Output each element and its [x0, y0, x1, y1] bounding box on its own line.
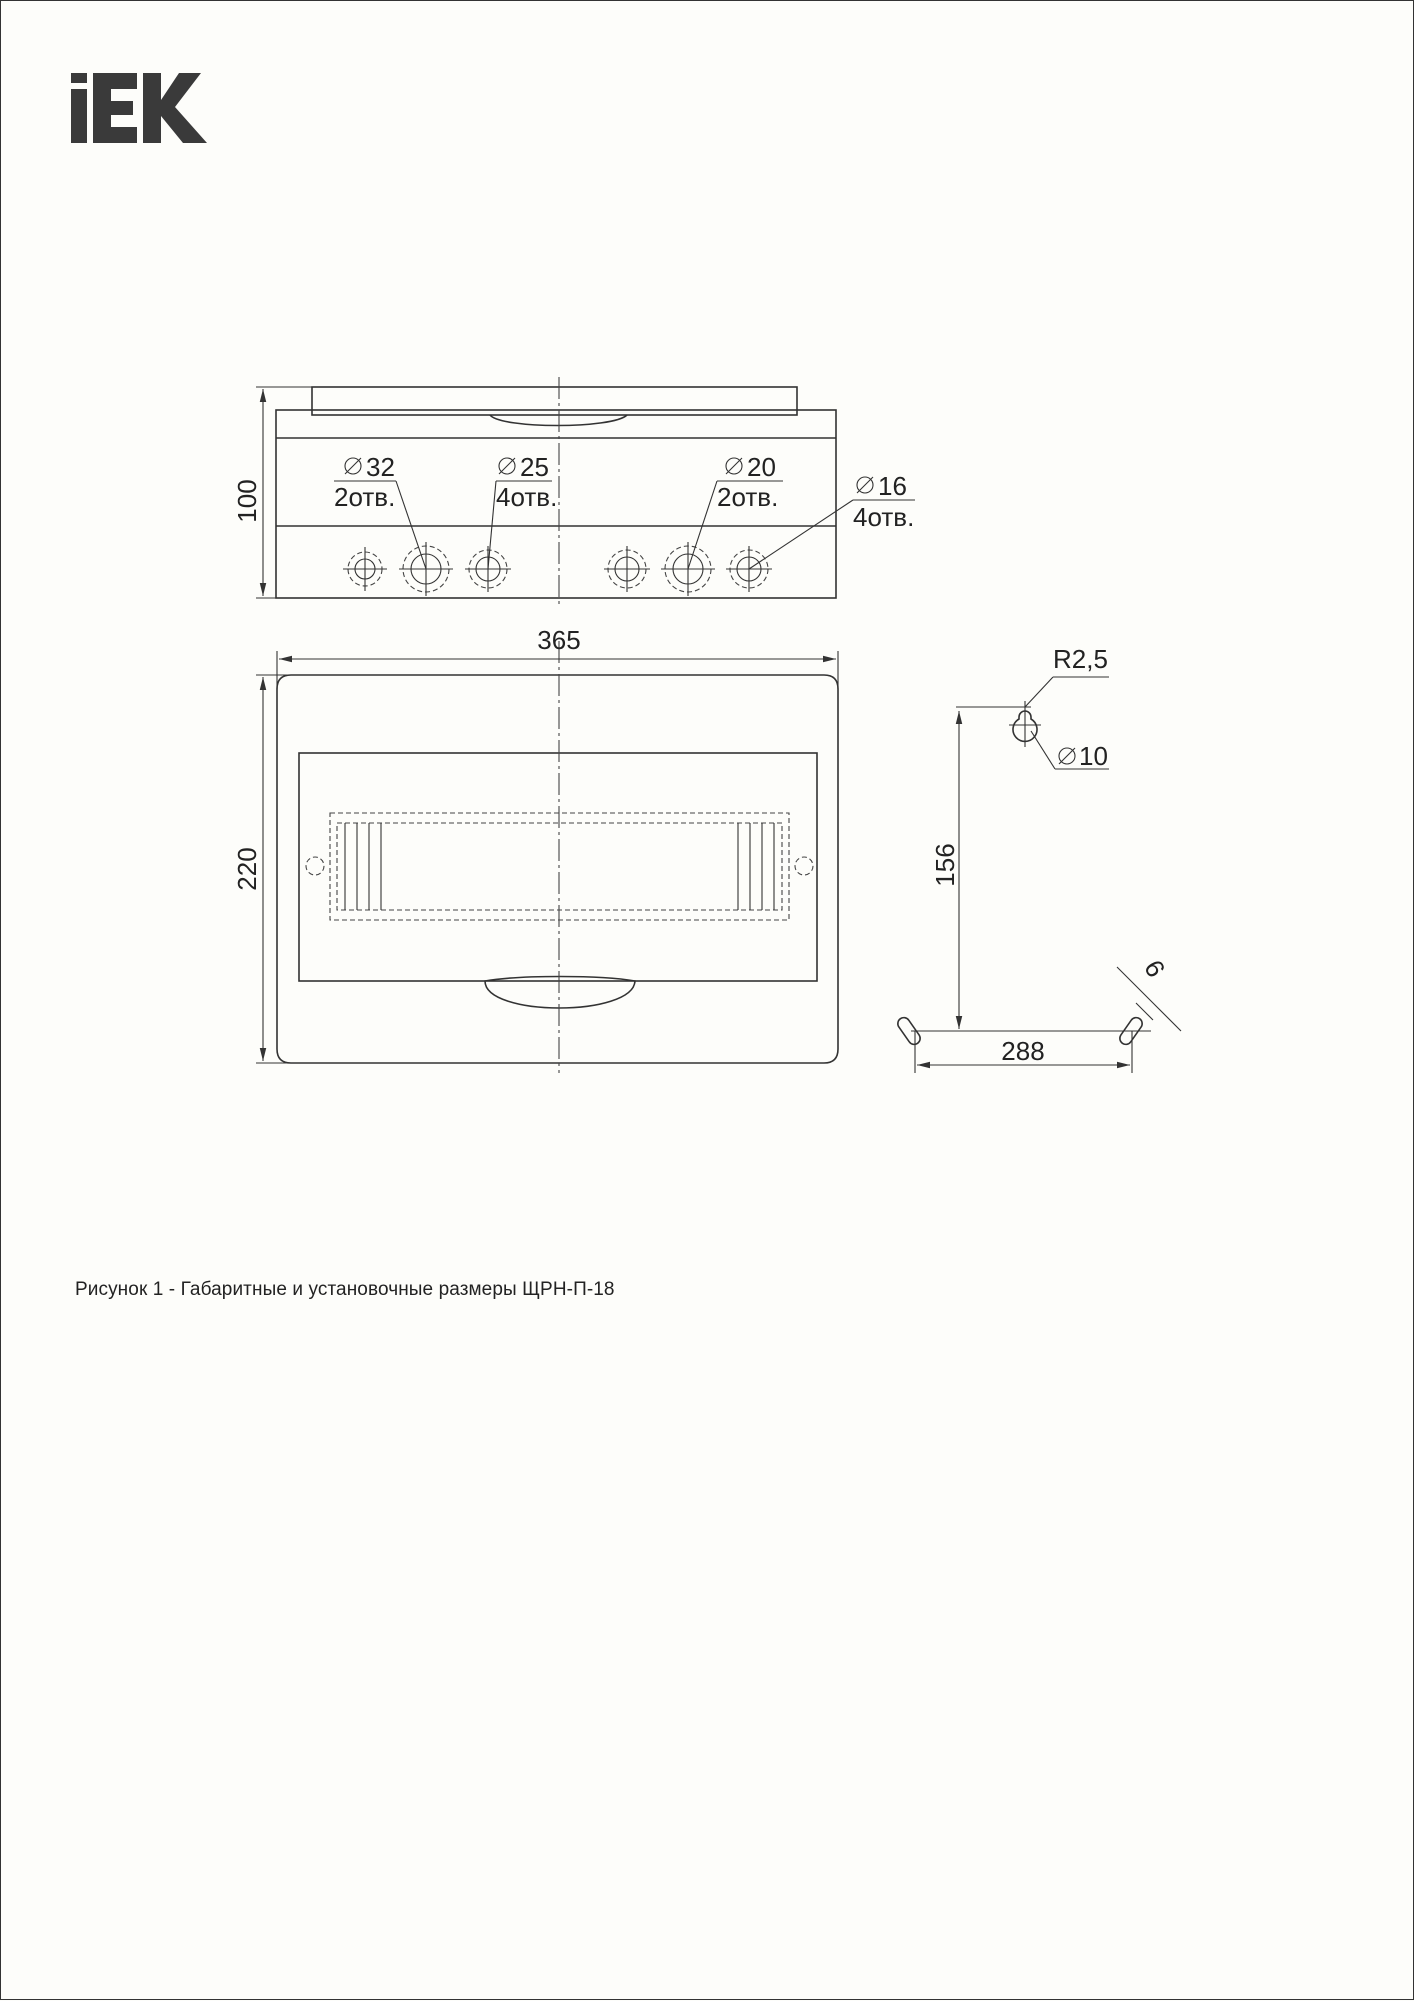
front-width-label: 365 — [537, 625, 581, 655]
front-height-label: 220 — [232, 847, 262, 891]
callout-25 — [488, 452, 557, 569]
callout-16-count: 4отв. — [853, 502, 915, 532]
dimension-drawing — [1, 1, 1414, 2001]
hole-10-label: 10 — [1079, 741, 1108, 771]
callout-16-diameter: 16 — [878, 471, 907, 501]
figure-caption: Рисунок 1 - Габаритные и установочные размеры ЩРН-П-18 — [75, 1279, 615, 1300]
callout-32-count: 2отв. — [334, 482, 396, 512]
callout-20-diameter: 20 — [747, 452, 776, 482]
horizontal-288-label: 288 — [1001, 1036, 1045, 1066]
radius-label: R2,5 — [1053, 644, 1108, 674]
vertical-156-label: 156 — [930, 843, 960, 887]
slot-6-label: 6 — [1138, 954, 1172, 983]
callout-32 — [334, 452, 426, 569]
hole-row — [343, 542, 772, 596]
callout-32-diameter: 32 — [366, 452, 395, 482]
callout-25-count: 4отв. — [496, 482, 558, 512]
hole-16-icon — [343, 547, 387, 591]
mounting-diagram — [895, 644, 1181, 1073]
side-height-label: 100 — [232, 479, 262, 523]
callout-20-count: 2отв. — [717, 482, 779, 512]
side-view — [232, 377, 915, 605]
hole-25b-icon — [604, 546, 650, 592]
callout-25-diameter: 25 — [520, 452, 549, 482]
front-view — [232, 625, 838, 1073]
